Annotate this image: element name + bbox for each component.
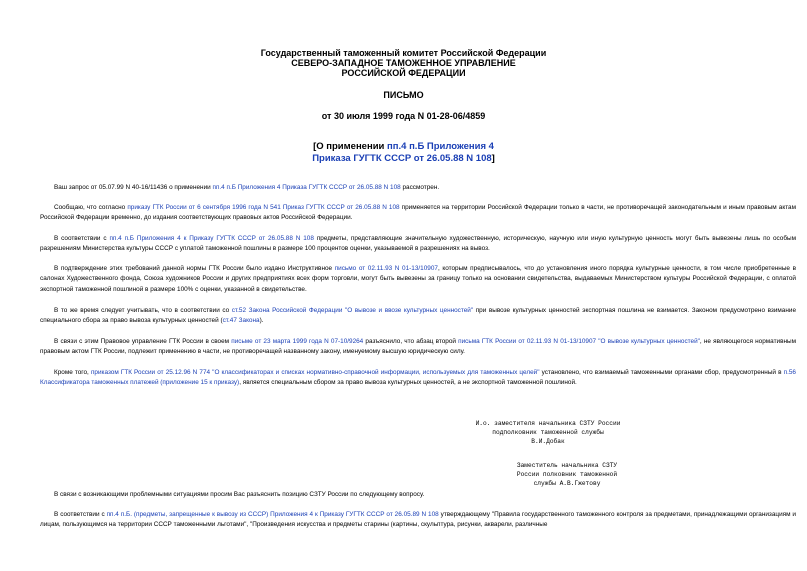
signature-block-1 (462, 419, 634, 446)
paragraph-article-52: В то же время следует учитывать, что в соответствии со ст.52 Закона Российской Федерации "О вывозе и ввозе культурных ценностей" при вывозе культурных ценностей экспортная пошлина не взимается. Законом предусмотрено взимание специального сбора за право вывоза культурных ценностей (ст.47 Закона). (40, 307, 797, 325)
link-appendix-4[interactable]: пп.4 п.Б Приложения 4 Приказа ГУГТК СССР от 26.05.88 N 108 (212, 184, 401, 191)
paragraph-instruction-letter: В подтверждение этих требований данной нормы ГТК России было издано Инструктивное письмо от 02.11.93 N 01-13/10907, которым предписывалось, что до установления иного порядка культурные ценности, в том числе приобретенные в салонах Художественного фонда, Союза художников России и других предприятиях всех форм торговли, могут быть вывезены за границу только на основании свидетельства, выдаваемых Министерством культуры Российской Федерации, с оплатой экспортной таможенной пошлиной в размере 100% с оценки, указанной в свидетельстве. (40, 265, 796, 293)
paragraph-export-permission: В соответствии с пп.4 п.Б Приложения 4 к Приказу ГУГТК СССР от 26.05.88 N 108 предметы, представляющие значительную художественную, историческую, научную или иную культурную ценность могут быть вывезены лишь по особым разрешениям Министерства культуры СССР с уплатой таможенной пошлины в размере 100 процентов оценки, указываемой в разрешениях на вывоз. (40, 235, 796, 253)
link-letter-cultural-values[interactable]: письма ГТК России от 02.11.93 N 01-13/10907 "О вывозе культурных ценностей" (458, 338, 700, 345)
link-order-108[interactable]: Приказ ГУГТК СССР от 26.05.88 N 108 (282, 204, 400, 211)
link-appendix-4-order-108[interactable]: пп.4 п.Б Приложения 4 к Приказу ГУГТК СССР от 26.05.88 N 108 (109, 235, 314, 242)
signature-1-name: В.И.Добак (531, 438, 565, 445)
link-order-541[interactable]: приказу ГТК России от 6 сентября 1996 года N 541 (127, 204, 281, 211)
signature-2-rank: России полковник таможенной (516, 471, 618, 478)
document-type: ПИСЬМО (383, 90, 424, 100)
link-law-article-47[interactable]: ст.47 Закона (222, 317, 260, 325)
subject-link-appendix[interactable]: пп.4 п.Б Приложения 4 (387, 141, 494, 152)
link-classifier-p56[interactable]: п.56 Классификатора таможенных платежей (приложение 15 к приказу) (40, 369, 796, 387)
paragraph-request: Ваш запрос от 05.07.99 N 40-16/11436 о применении пп.4 п.Б Приложения 4 Приказа ГУГТК СССР от 26.05.88 N 108 рассмотрен. (54, 184, 440, 191)
link-appendix-4-prohibited[interactable]: пп.4 п.Б. (предметы, запрещенные к вывозу из СССР) Приложения 4 к Приказу ГУГТК СССР от 26.05.89 N 108 (106, 511, 439, 518)
signature-1-position: И.о. заместителя начальника СЗТУ России (475, 420, 621, 427)
signature-block-2 (500, 461, 634, 488)
paragraph-order-541: Сообщаю, что согласно приказу ГТК России от 6 сентября 1996 года N 541 Приказ ГУГТК СССР от 26.05.88 N 108 применяется на территории Российской Федерации только в части, не противоречащей законодательным и иным правовым актам Российской Федерации временно, до издания соответствующих правовых актов Российской Федерации. (40, 204, 796, 222)
link-letter-9264[interactable]: письме от 23 марта 1999 года N 07-10/9264 (231, 338, 364, 345)
link-letter-10907[interactable]: письмо от 02.11.93 N 01-13/10907 (334, 265, 438, 272)
issuer-country: РОССИЙСКОЙ ФЕДЕРАЦИИ (341, 68, 466, 78)
issuer-name: Государственный таможенный комитет Российской Федерации (260, 48, 547, 58)
subject-prefix: [О применении (313, 141, 388, 152)
subject-suffix: ] (491, 153, 495, 164)
paragraph-request-clarification: В связи с возникающими проблемными ситуациями просим Вас разъяснить позицию СЗТУ России по следующему вопросу. (54, 491, 425, 498)
link-law-article-52[interactable]: ст.52 Закона Российской Федерации "О вывозе и ввозе культурных ценностей" (231, 307, 474, 314)
signature-2-position: Заместитель начальника СЗТУ (516, 462, 618, 469)
issuer-department: СЕВЕРО-ЗАПАДНОЕ ТАМОЖЕННОЕ УПРАВЛЕНИЕ (291, 58, 516, 68)
subject-link-order[interactable]: Приказа ГУГТК СССР от 26.05.88 N 108 (312, 153, 492, 164)
link-order-774[interactable]: приказом ГТК России от 25.12.96 N 774 "О классификаторах и списках нормативно-справочной информации, используемых для таможенных целей" (90, 369, 540, 376)
paragraph-order-774: Кроме того, приказом ГТК России от 25.12.96 N 774 "О классификаторах и списках нормативно-справочной информации, используемых для таможенных целей" установлено, что взимаемый таможенными органами сбор, предусмотренный в п.56 Классификатора таможенных платежей (приложение 15 к приказу), является специальным сбором за право вывоза культурных ценностей, а не экспортной таможенной пошлиной. (40, 369, 796, 387)
paragraph-appendix-rules: В соответствии с пп.4 п.Б. (предметы, запрещенные к вывозу из СССР) Приложения 4 к Приказу ГУГТК СССР от 26.05.89 N 108 утверждающему "Правила государственного таможенного контроля за предметами, принадлежащими организациям и лицам, пользующимся на территории СССР таможенными льготами", "Произведения искусства и предметы старины (картины, скульптура, рисунки, акварели, различные (40, 511, 796, 529)
paragraph-legal-department: В связи с этим Правовое управление ГТК России в своем письме от 23 марта 1999 года N 07-10/9264 разъяснило, что абзац второй письма ГТК России от 02.11.93 N 01-13/10907 "О вывозе культурных ценностей", не являющегося нормативным правовым актом ГТК России, подлежит применению в части, не противоречащей названному закону, именуемому высшую юридическую силу. (40, 338, 796, 356)
signature-2-name: службы А.В.Гжетову (533, 480, 601, 487)
document-subject (0, 141, 807, 165)
signature-1-rank: подполковник таможенной службы (492, 429, 604, 436)
document-date-number: от 30 июля 1999 года N 01-28-06/4859 (321, 111, 486, 121)
